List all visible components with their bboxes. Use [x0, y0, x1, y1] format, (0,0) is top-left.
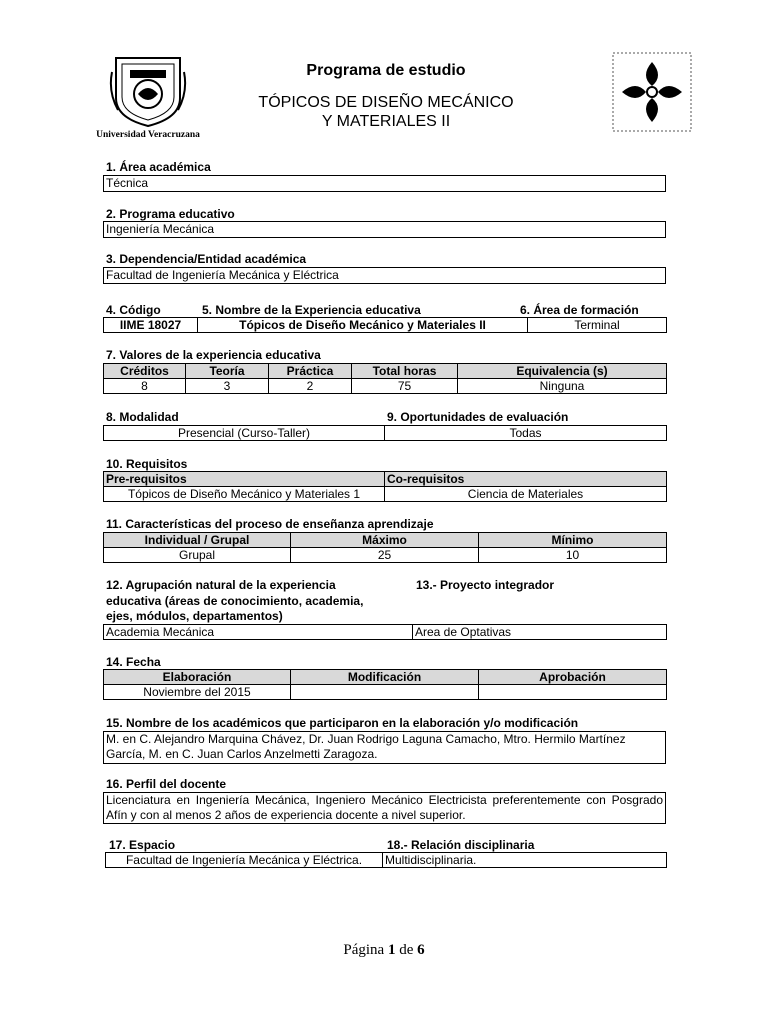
dependencia-label: 3. Dependencia/Entidad académica: [106, 252, 307, 266]
valores-table: [103, 363, 667, 394]
header-pre-requisitos: Pre-requisitos: [104, 472, 385, 487]
header-total-horas: Total horas: [352, 364, 458, 379]
page-footer: [0, 942, 768, 959]
header-elaboracion: Elaboración: [104, 670, 291, 685]
codigo-label: 4. Código: [106, 303, 161, 317]
area-academica-value: Técnica: [103, 175, 666, 192]
agrupacion-table: [103, 624, 667, 640]
header-individual-grupal: Individual / Grupal: [104, 533, 291, 548]
codigo-table: [103, 317, 667, 333]
espacio-value: Facultad de Ingeniería Mecánica y Eléctrica.: [106, 853, 383, 868]
nombre-ee-value: Tópicos de Diseño Mecánico y Materiales II: [198, 318, 528, 333]
modificacion-value: [291, 685, 479, 700]
pre-requisitos-value: Tópicos de Diseño Mecánico y Materiales 1: [104, 487, 385, 502]
header-maximo: Máximo: [291, 533, 479, 548]
header-aprobacion: Aprobación: [479, 670, 667, 685]
header-creditos: Créditos: [104, 364, 186, 379]
subtitle-line-1: TÓPICOS DE DISEÑO MECÁNICO: [258, 94, 514, 111]
header-practica: Práctica: [269, 364, 352, 379]
codigo-value: IIME 18027: [104, 318, 198, 333]
proyecto-integrador-label: 13.- Proyecto integrador: [416, 578, 555, 592]
logo-caption: Universidad Veracruzana: [96, 130, 200, 140]
area-academica-label: 1. Área académica: [106, 160, 211, 174]
agrupacion-value: Academia Mecánica: [104, 625, 413, 640]
practica-value: 2: [269, 379, 352, 394]
modalidad-table: [103, 425, 667, 441]
university-logo: [88, 52, 208, 144]
area-formacion-value: Terminal: [528, 318, 667, 333]
university-seal-icon: [108, 52, 188, 128]
espacio-label: 17. Espacio: [109, 838, 176, 852]
page-prefix: Página: [343, 942, 385, 958]
page-separator: de: [399, 942, 414, 958]
caracteristicas-label: 11. Características del proceso de enseñanza aprendizaje: [106, 517, 434, 531]
nombre-ee-label: 5. Nombre de la Experiencia educativa: [202, 303, 421, 317]
header-modificacion: Modificación: [291, 670, 479, 685]
teoria-value: 3: [186, 379, 269, 394]
header-minimo: Mínimo: [479, 533, 667, 548]
perfil-docente-label: 16. Perfil del docente: [106, 777, 227, 791]
individual-grupal-value: Grupal: [104, 548, 291, 563]
elaboracion-value: Noviembre del 2015: [104, 685, 291, 700]
valores-label: 7. Valores de la experiencia educativa: [106, 348, 321, 362]
header-equivalencia: Equivalencia (s): [458, 364, 667, 379]
header-co-requisitos: Co-requisitos: [385, 472, 667, 487]
oportunidades-label: 9. Oportunidades de evaluación: [387, 410, 569, 424]
header-teoria: Teoría: [186, 364, 269, 379]
fecha-table: [103, 669, 667, 700]
co-requisitos-value: Ciencia de Materiales: [385, 487, 667, 502]
caracteristicas-table: [103, 532, 667, 563]
perfil-docente-value: Licenciatura en Ingeniería Mecánica, Ingeniero Mecánico Electricista preferentemente con Posgrado Afín y con al menos 2 años de experiencia docente a nivel superior.: [103, 792, 666, 824]
proyecto-integrador-value: Area de Optativas: [413, 625, 667, 640]
maximo-value: 25: [291, 548, 479, 563]
page-number: 1: [387, 942, 396, 958]
dependencia-value: Facultad de Ingeniería Mecánica y Eléctrica: [103, 267, 666, 284]
faculty-logo: [612, 52, 692, 132]
creditos-value: 8: [104, 379, 186, 394]
academicos-label: 15. Nombre de los académicos que participaron en la elaboración y/o modificación: [106, 716, 579, 730]
academicos-value: M. en C. Alejandro Marquina Chávez, Dr. Juan Rodrigo Laguna Camacho, Mtro. Hermilo Martínez García, M. en C. Juan Carlos Anzelmetti Zaragoza.: [103, 731, 666, 764]
subtitle-line-2: Y MATERIALES II: [321, 113, 451, 130]
agrupacion-label: 12. Agrupación natural de la experiencia educativa (áreas de conocimiento, academia, ejes, módulos, departamentos): [106, 578, 364, 623]
relacion-disciplinaria-label: 18.- Relación disciplinaria: [387, 838, 535, 852]
faculty-emblem-icon: [612, 52, 692, 132]
requisitos-table: [103, 471, 667, 502]
requisitos-label: 10. Requisitos: [106, 457, 188, 471]
espacio-table: [105, 852, 667, 868]
programa-educativo-label: 2. Programa educativo: [106, 207, 235, 221]
aprobacion-value: [479, 685, 667, 700]
minimo-value: 10: [479, 548, 667, 563]
document-subtitle: [200, 93, 572, 131]
modalidad-label: 8. Modalidad: [106, 410, 179, 424]
document-title: Programa de estudio: [306, 62, 466, 79]
total-horas-value: 75: [352, 379, 458, 394]
oportunidades-value: Todas: [385, 426, 667, 441]
area-formacion-label: 6. Área de formación: [520, 303, 639, 317]
relacion-disciplinaria-value: Multidisciplinaria.: [383, 853, 667, 868]
programa-educativo-value: Ingeniería Mecánica: [103, 221, 666, 238]
fecha-label: 14. Fecha: [106, 655, 161, 669]
equivalencia-value: Ninguna: [458, 379, 667, 394]
modalidad-value: Presencial (Curso-Taller): [104, 426, 385, 441]
page-total: 6: [417, 942, 425, 958]
